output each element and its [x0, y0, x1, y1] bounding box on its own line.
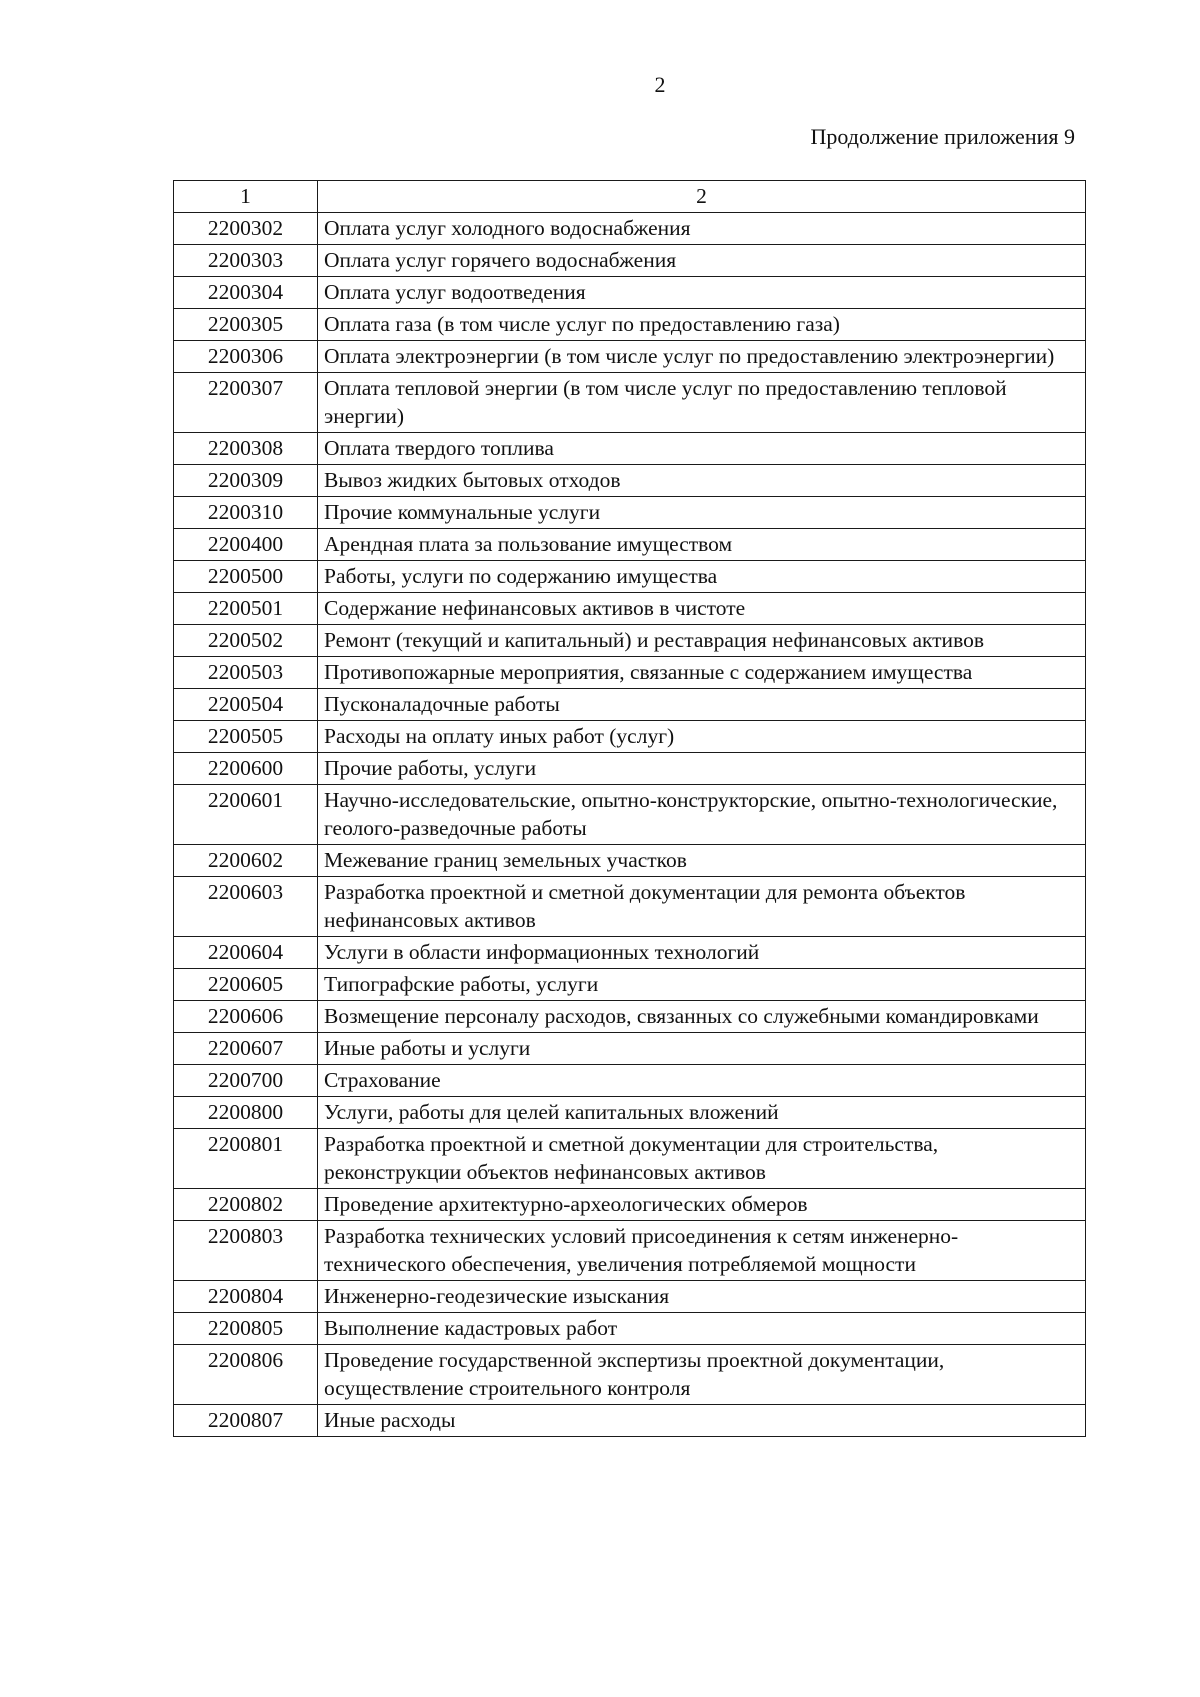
row-name: Прочие работы, услуги — [318, 753, 1086, 785]
row-code: 2200604 — [174, 937, 318, 969]
table-row — [174, 1189, 1086, 1221]
table-row — [174, 341, 1086, 373]
row-code: 2200501 — [174, 593, 318, 625]
table-row — [174, 657, 1086, 689]
row-name: Содержание нефинансовых активов в чистоте — [318, 593, 1086, 625]
row-code: 2200603 — [174, 877, 318, 937]
table-row — [174, 753, 1086, 785]
row-code: 2200803 — [174, 1221, 318, 1281]
row-code: 2200302 — [174, 213, 318, 245]
row-code: 2200308 — [174, 433, 318, 465]
row-code: 2200505 — [174, 721, 318, 753]
row-name: Разработка технических условий присоединения к сетям инженерно-технического обеспечения, увеличения потребляемой мощности — [318, 1221, 1086, 1281]
row-code: 2200307 — [174, 373, 318, 433]
table-row — [174, 721, 1086, 753]
table-row — [174, 433, 1086, 465]
row-code: 2200607 — [174, 1033, 318, 1065]
row-name: Оплата твердого топлива — [318, 433, 1086, 465]
table-row — [174, 309, 1086, 341]
continuation-heading: Продолжение приложения 9 — [810, 124, 1075, 149]
row-name: Расходы на оплату иных работ (услуг) — [318, 721, 1086, 753]
row-code: 2200500 — [174, 561, 318, 593]
table-row — [174, 1221, 1086, 1281]
row-name: Межевание границ земельных участков — [318, 845, 1086, 877]
table-row — [174, 845, 1086, 877]
row-name: Оплата электроэнергии (в том числе услуг по предоставлению электроэнергии) — [318, 341, 1086, 373]
row-name: Проведение архитектурно-археологических обмеров — [318, 1189, 1086, 1221]
row-code: 2200700 — [174, 1065, 318, 1097]
table-row — [174, 561, 1086, 593]
row-code: 2200600 — [174, 753, 318, 785]
table-row — [174, 937, 1086, 969]
table-row — [174, 1313, 1086, 1345]
row-code: 2200602 — [174, 845, 318, 877]
table-header-row — [174, 181, 1086, 213]
table-row — [174, 877, 1086, 937]
row-name: Инженерно-геодезические изыскания — [318, 1281, 1086, 1313]
row-name: Типографские работы, услуги — [318, 969, 1086, 1001]
row-code: 2200503 — [174, 657, 318, 689]
table-row — [174, 1097, 1086, 1129]
row-code: 2200504 — [174, 689, 318, 721]
table-row — [174, 1033, 1086, 1065]
row-name: Арендная плата за пользование имуществом — [318, 529, 1086, 561]
row-name: Оплата тепловой энергии (в том числе услуг по предоставлению тепловой энергии) — [318, 373, 1086, 433]
row-code: 2200805 — [174, 1313, 318, 1345]
row-code: 2200802 — [174, 1189, 318, 1221]
column-header-code: 1 — [174, 181, 318, 213]
row-name: Разработка проектной и сметной документации для строительства, реконструкции объектов нефинансовых активов — [318, 1129, 1086, 1189]
codes-table — [173, 180, 1086, 1437]
row-code: 2200305 — [174, 309, 318, 341]
row-code: 2200303 — [174, 245, 318, 277]
table-row — [174, 689, 1086, 721]
row-code: 2200605 — [174, 969, 318, 1001]
row-name: Оплата услуг водоотведения — [318, 277, 1086, 309]
row-name: Оплата услуг горячего водоснабжения — [318, 245, 1086, 277]
column-header-name: 2 — [318, 181, 1086, 213]
table-row — [174, 625, 1086, 657]
table-row — [174, 1065, 1086, 1097]
table-row — [174, 969, 1086, 1001]
row-name: Возмещение персоналу расходов, связанных со служебными командировками — [318, 1001, 1086, 1033]
row-name: Страхование — [318, 1065, 1086, 1097]
table-row — [174, 1281, 1086, 1313]
row-name: Работы, услуги по содержанию имущества — [318, 561, 1086, 593]
table-row — [174, 277, 1086, 309]
row-name: Прочие коммунальные услуги — [318, 497, 1086, 529]
row-code: 2200306 — [174, 341, 318, 373]
row-code: 2200801 — [174, 1129, 318, 1189]
row-code: 2200804 — [174, 1281, 318, 1313]
row-name: Оплата услуг холодного водоснабжения — [318, 213, 1086, 245]
row-code: 2200400 — [174, 529, 318, 561]
table-row — [174, 497, 1086, 529]
table-row — [174, 1001, 1086, 1033]
table-row — [174, 785, 1086, 845]
row-name: Услуги, работы для целей капитальных вложений — [318, 1097, 1086, 1129]
row-code: 2200601 — [174, 785, 318, 845]
table-row — [174, 593, 1086, 625]
table-row — [174, 529, 1086, 561]
row-code: 2200606 — [174, 1001, 318, 1033]
row-name: Иные работы и услуги — [318, 1033, 1086, 1065]
table-row — [174, 465, 1086, 497]
table-row — [174, 1345, 1086, 1405]
table-row — [174, 213, 1086, 245]
row-name: Услуги в области информационных технологий — [318, 937, 1086, 969]
row-name: Противопожарные мероприятия, связанные с содержанием имущества — [318, 657, 1086, 689]
row-code: 2200800 — [174, 1097, 318, 1129]
row-name: Иные расходы — [318, 1405, 1086, 1437]
row-name: Разработка проектной и сметной документации для ремонта объектов нефинансовых активов — [318, 877, 1086, 937]
table-row — [174, 1405, 1086, 1437]
row-name: Вывоз жидких бытовых отходов — [318, 465, 1086, 497]
row-code: 2200806 — [174, 1345, 318, 1405]
table-row — [174, 373, 1086, 433]
table-row — [174, 245, 1086, 277]
table-row — [174, 1129, 1086, 1189]
page-number: 2 — [654, 72, 666, 97]
row-code: 2200309 — [174, 465, 318, 497]
row-name: Научно-исследовательские, опытно-конструкторские, опытно-технологические, геолого-разведочные работы — [318, 785, 1086, 845]
row-code: 2200310 — [174, 497, 318, 529]
row-name: Выполнение кадастровых работ — [318, 1313, 1086, 1345]
row-code: 2200304 — [174, 277, 318, 309]
row-name: Ремонт (текущий и капитальный) и реставрация нефинансовых активов — [318, 625, 1086, 657]
row-name: Оплата газа (в том числе услуг по предоставлению газа) — [318, 309, 1086, 341]
row-code: 2200502 — [174, 625, 318, 657]
row-name: Проведение государственной экспертизы проектной документации, осуществление строительного контроля — [318, 1345, 1086, 1405]
row-name: Пусконаладочные работы — [318, 689, 1086, 721]
row-code: 2200807 — [174, 1405, 318, 1437]
